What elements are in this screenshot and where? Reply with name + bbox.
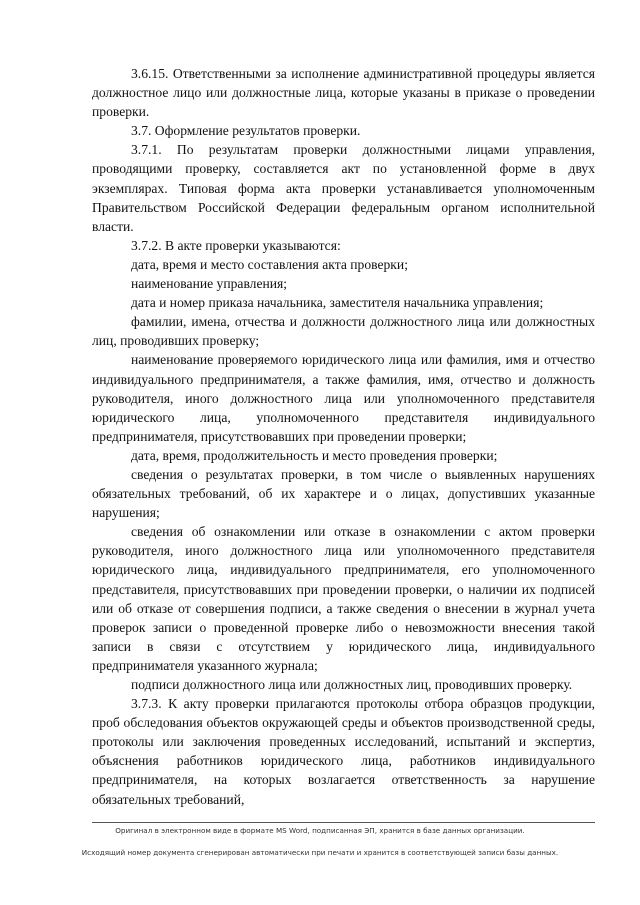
footer-original-note: Оригинал в электронном виде в формате MS Word, подписанная ЭП, хранится в базе данных организации. (115, 826, 525, 835)
list-item: сведения об ознакомлении или отказе в ознакомлении с актом проверки руководителя, иного должностного лица или уполномоченного представителя юридического лица, индивидуального предпринимателя, его уполномоченного представителя, присутствовавших при проведении проверки, о наличии их подписей или об отказе от совершения подписи, а также сведения о внесении в журнал учета проверок записи о проведенной проверке либо о невозможности внесения такой записи в связи с отсутствием у юридического лица, индивидуального предпринимателя указанного журнала; (92, 524, 595, 673)
footer-divider (92, 822, 595, 823)
paragraph-3-7-1: 3.7.1. По результатам проверки должностными лицами управления, проводящими проверку, составляется акт по установленной форме в двух экземплярах. Типовая форма акта проверки устанавливается уполномоченным Правительством Российской Федерации федеральным органом исполнительной власти. (92, 142, 595, 234)
paragraph-3-7-2: 3.7.2. В акте проверки указываются: (131, 237, 341, 253)
list-item: дата и номер приказа начальника, заместителя начальника управления; (131, 295, 544, 311)
list-item: сведения о результатах проверки, в том числе о выявленных нарушениях обязательных требований, об их характере и о лицах, допустивших указанные нарушения; (92, 466, 595, 521)
list-item: дата, время, продолжительность и место проведения проверки; (131, 447, 498, 463)
paragraph-3-7-3: 3.7.3. К акту проверки прилагаются протоколы отбора образцов продукции, проб обследования объектов окружающей среды и объектов производственной среды, протоколы или заключения проведенных исследований, испытаний и экспертиз, объяснения работников юридического лица, работников индивидуального предпринимателя, на которых возлагается ответственность за нарушение обязательных требований, (92, 696, 595, 807)
paragraph-3-7-heading: 3.7. Оформление результатов проверки. (131, 123, 361, 139)
list-item: наименование проверяемого юридического лица или фамилия, имя и отчество индивидуального предпринимателя, а также фамилия, имя, отчество и должность руководителя, иного должностного лица или уполномоченного представителя юридического лица, уполномоченного представителя индивидуального предпринимателя, присутствовавших при проведении проверки; (92, 352, 595, 444)
paragraph-3-6-15: 3.6.15. Ответственными за исполнение административной процедуры является должностное лицо или должностные лица, которые указаны в приказе о проведении проверки. (92, 66, 595, 120)
list-item: подписи должностного лица или должностных лиц, проводивших проверку. (131, 677, 573, 692)
list-item: наименование управления; (131, 276, 288, 292)
footer-number-note: Исходящий номер документа сгенерирован автоматически при печати и хранится в соответствующей записи базы данных. (81, 848, 559, 857)
document-body (92, 64, 595, 809)
list-item: дата, время и место составления акта проверки; (131, 256, 408, 272)
list-item: фамилии, имена, отчества и должности должностного лица или должностных лиц, проводивших проверку; (92, 314, 595, 349)
